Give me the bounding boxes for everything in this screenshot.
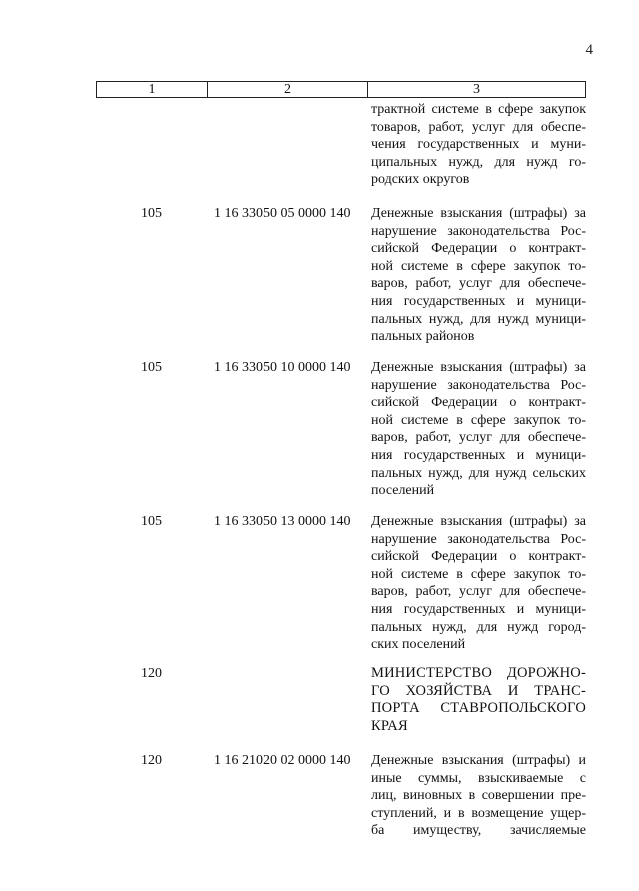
description-line: родских округов: [371, 172, 470, 188]
description-line: ной системе в сфере закупок то-: [371, 412, 586, 428]
description-line: чения государственных и муни-: [371, 137, 586, 153]
header-cell-3: 3: [473, 82, 480, 97]
description-cell: [371, 513, 586, 654]
ministry-heading: [371, 665, 586, 735]
description-line: товаров, работ, услуг для обеспе-: [371, 119, 586, 135]
description-line: ния государственных и муници-: [371, 293, 586, 309]
description-line: пальных районов: [371, 329, 475, 345]
description-line: сийской Федерации о контракт-: [371, 241, 586, 257]
description-cell: [371, 359, 586, 500]
heading-line: ПОРТА СТАВРОПОЛЬСКОГО: [371, 700, 586, 717]
description-line: сийской Федерации о контракт-: [371, 395, 586, 411]
description-line: Денежные взыскания (штрафы) и: [371, 753, 586, 768]
description-line: ских поселений: [371, 637, 466, 653]
heading-line: МИНИСТЕРСТВО ДОРОЖНО-: [371, 665, 586, 681]
description-line: лиц, виновных в совершении пре-: [371, 788, 586, 804]
description-line: ба имуществу, зачисляемые: [371, 823, 586, 839]
description-line: поселений: [371, 483, 435, 499]
description-line: нарушение законодательства Рос-: [371, 223, 586, 239]
description-line: трактной системе в сфере закупок: [371, 102, 586, 117]
description-line: Денежные взыскания (штрафы) за: [371, 514, 586, 529]
description-line: ния государственных и муници-: [371, 447, 586, 463]
description-line: сийской Федерации о контракт-: [371, 549, 586, 565]
page-number: 4: [585, 42, 593, 58]
heading-line: КРАЯ: [371, 717, 408, 734]
description-line: варов, работ, услуг для обеспече-: [371, 584, 586, 600]
heading-line: ГО ХОЗЯЙСТВА И ТРАНС-: [371, 682, 586, 699]
description-line: нарушение законодательства Рос-: [371, 377, 586, 393]
description-line: пальных нужд, для нужд сельских: [371, 465, 586, 481]
admin-code-cell: 105: [141, 206, 162, 221]
header-cell-2: 2: [208, 82, 368, 97]
admin-code-cell: 105: [141, 514, 162, 529]
description-line: ной системе в сфере закупок то-: [371, 258, 586, 274]
description-line: пальных нужд, для нужд муници-: [371, 311, 586, 327]
description-cell: [371, 205, 586, 346]
description-line: пальных нужд, для нужд город-: [371, 619, 586, 635]
kbk-code-cell: 1 16 33050 05 0000 140: [214, 206, 351, 221]
description-line: нарушение законодательства Рос-: [371, 531, 586, 547]
header-cell-1: 1: [97, 82, 208, 97]
kbk-code-cell: 1 16 21020 02 0000 140: [214, 753, 351, 768]
description-line: иные суммы, взыскиваемые с: [371, 770, 586, 786]
admin-code-cell: 120: [141, 666, 162, 681]
description-line: ципальных нужд, для нужд го-: [371, 154, 586, 170]
description-line: Денежные взыскания (штрафы) за: [371, 360, 586, 375]
description-cell: [371, 101, 586, 189]
description-line: ной системе в сфере закупок то-: [371, 566, 586, 582]
description-line: варов, работ, услуг для обеспече-: [371, 430, 586, 446]
admin-code-cell: 105: [141, 360, 162, 375]
kbk-code-cell: 1 16 33050 13 0000 140: [214, 514, 351, 529]
admin-code-cell: 120: [141, 753, 162, 768]
description-line: Денежные взыскания (штрафы) за: [371, 206, 586, 221]
description-line: ступлений, и в возмещение ущер-: [371, 805, 586, 821]
kbk-code-cell: 1 16 33050 10 0000 140: [214, 360, 351, 375]
description-cell: [371, 752, 586, 840]
description-line: варов, работ, услуг для обеспече-: [371, 276, 586, 292]
description-line: ния государственных и муници-: [371, 601, 586, 617]
table-header: [96, 81, 586, 98]
